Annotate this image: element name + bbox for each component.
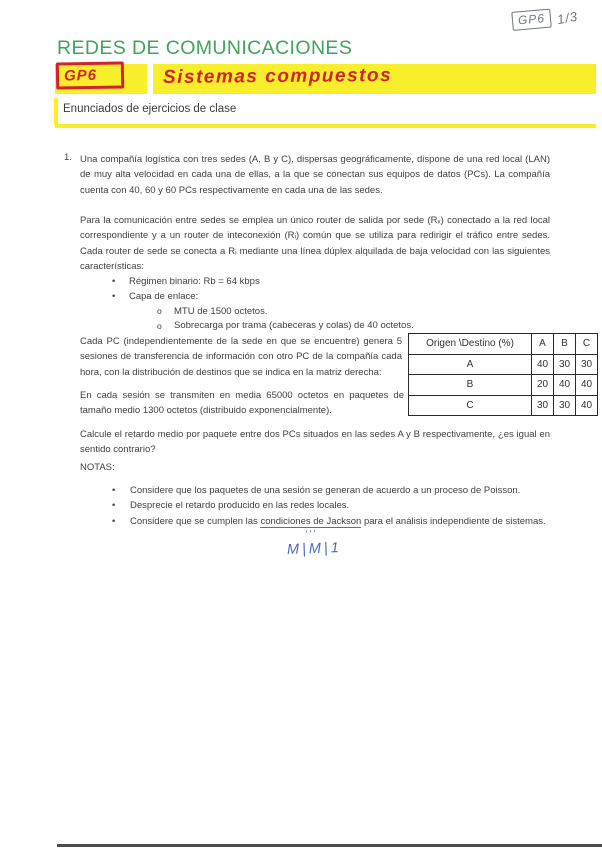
note-text: Considere que se cumplen las <box>130 515 261 527</box>
matrix-header-row <box>409 334 598 355</box>
matrix-cell: 30 <box>576 354 598 375</box>
matrix-row-b <box>409 375 598 396</box>
note-item-local-delay <box>112 498 552 513</box>
spec-item-linklayer: • Capa de enlace: <box>112 290 542 305</box>
corner-note-box: GP6 <box>511 9 552 31</box>
subheader-left-bar <box>54 98 58 125</box>
spec-item-bitrate: • Régimen binario: Rb = 64 kbps <box>112 275 542 290</box>
note-text: Desprecie el retardo producido en las redes locales. <box>130 500 350 512</box>
exercise-number: 1. <box>64 152 72 163</box>
note-item-jackson <box>112 514 552 529</box>
gp6-handwritten-box: GP6 <box>56 61 124 89</box>
matrix-row-a <box>409 354 598 375</box>
matrix-header-origin: Origen \Destino (%) <box>409 334 532 355</box>
matrix-row-c <box>409 395 598 416</box>
paragraph-routers: Para la comunicación entre sedes se emplea un único router de salida por sede (Rₓ) conectado a la red local correspondiente y a un router de inteconexión (Rᵢ) común que se utiliza para redirigir el tráfico entre sedes. Cada router de sede se conecta a Rᵢ mediante una línea dúplex alquilada de baja velocidad con las siguientes características: <box>80 215 550 272</box>
page-indicator: 1/3 <box>555 8 580 28</box>
matrix-header-c: C <box>576 334 598 355</box>
destination-matrix <box>408 333 598 416</box>
matrix-cell: 40 <box>532 354 554 375</box>
spec-item-mtu: o MTU de 1500 octetos. <box>157 305 542 320</box>
notes-list <box>112 483 552 529</box>
paragraph-question: Calcule el retardo medio por paquete entre dos PCs situados en las sedes A y B respectivamente, ¿es igual en sentido contrario? <box>80 429 550 456</box>
matrix-origin-label: A <box>409 354 532 375</box>
paragraph-intro: Una compañía logística con tres sedes (A, B y C), dispersas geográficamente, dispone de una red local (LAN) de muy alta velocidad en cada una de ellas, a la que se conectan sus equipos de datos (PCs). La compañía cuenta con 40, 60 y 60 PCs respectivamente en cada una de las sedes. <box>80 154 550 196</box>
matrix-cell: 30 <box>532 395 554 416</box>
matrix-cell: 40 <box>576 375 598 396</box>
handwritten-formula-mm1: M|M|1 <box>286 540 343 558</box>
paragraph-volume: En cada sesión se transmiten en media 65000 octetos en paquetes de tamaño medio 1300 octetos (distribuido exponencialmente). <box>80 390 404 417</box>
jackson-underlined-text: condiciones de Jackson <box>260 515 362 527</box>
banner-handwritten-title: Sistemas compuestos <box>162 65 393 88</box>
spec-list <box>112 275 542 334</box>
page-title: REDES DE COMUNICACIONES <box>57 37 353 59</box>
matrix-cell: 20 <box>532 375 554 396</box>
matrix-origin-label: C <box>409 395 532 416</box>
handwritten-tick-marks: ''' <box>305 528 319 541</box>
matrix-cell: 30 <box>554 395 576 416</box>
spec-item-overhead: o Sobrecarga por trama (cabeceras y colas) de 40 octetos. <box>157 319 542 334</box>
matrix-origin-label: B <box>409 375 532 396</box>
corner-note <box>512 7 599 30</box>
matrix-cell: 40 <box>576 395 598 416</box>
note-text: para el análisis independiente de sistemas. <box>361 515 546 527</box>
matrix-cell: 40 <box>554 375 576 396</box>
notes-label: NOTAS: <box>80 462 115 473</box>
matrix-header-a: A <box>532 334 554 355</box>
scan-edge-line <box>57 844 602 847</box>
note-item-poisson <box>112 483 552 498</box>
paragraph-sessions: Cada PC (independientemente de la sede en que se encuentre) genera 5 sesiones de transferencia de información con otro PC de la compañía cada hora, con la distribución de destinos que se indica en la matriz derecha: <box>80 336 402 378</box>
subheader-title: Enunciados de ejercicios de clase <box>63 103 237 115</box>
matrix-cell: 30 <box>554 354 576 375</box>
subheader-underline <box>55 124 596 128</box>
note-text: Considere que los paquetes de una sesión se generan de acuerdo a un proceso de Poisson. <box>130 485 521 496</box>
matrix-header-b: B <box>554 334 576 355</box>
